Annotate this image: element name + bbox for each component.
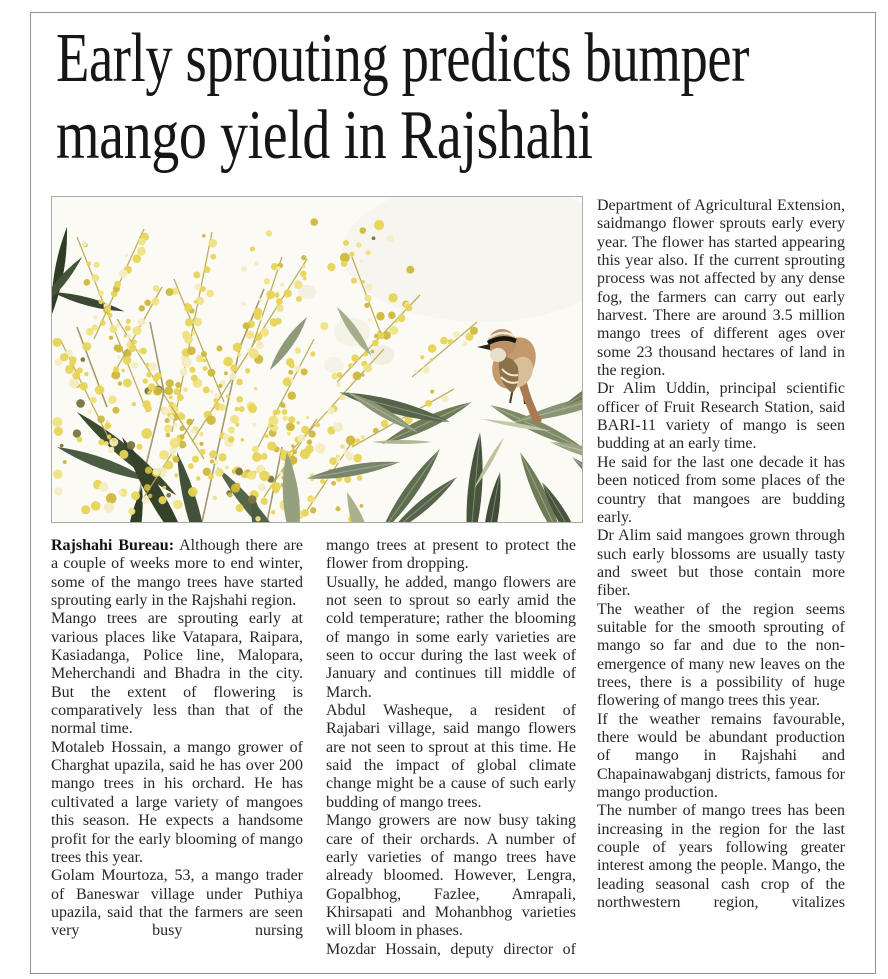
headline-line-2: mango yield in Rajshahi — [56, 97, 593, 174]
paragraph: Dr Alim said mangoes grown through such early blossoms are usually tasty and sweet but those contain more fiber. — [597, 527, 845, 600]
article-column-1 — [51, 537, 303, 941]
headline-line-1: Early sprouting predicts bumper — [56, 20, 749, 97]
paragraph: The weather of the region seems suitable for the smooth sprouting of mango so far and due to the non-emergence of many new leaves on the trees, there is a possibility of huge flowering of mango trees this year. — [597, 600, 845, 710]
article-headline — [56, 20, 888, 174]
paragraph: Mango growers are now busy taking care of their orchards. A number of early varieties of mango trees have already bloomed. However, Lengra, Gopalbhog, Fazlee, Amrapali, Khirsapati and Mohanbhog varieties will bloom in phases. — [326, 812, 576, 940]
article-photo-mango-blossoms — [51, 196, 583, 523]
paragraph: Motaleb Hossain, a mango grower of Charghat upazila, said he has over 200 mango trees in his orchard. He has cultivated a large variety of mangoes this season. He expects a handsome profit for the early blooming of mango trees this year. — [51, 738, 303, 866]
byline: Rajshahi Bureau: — [51, 537, 175, 554]
newspaper-clipping — [30, 12, 876, 974]
paragraph: If the weather remains favourable, there would be abundant production of mango in Rajshahi and Chapainawabganj districts, famous for mango production. — [597, 710, 845, 801]
paragraph: Mozdar Hossain, deputy director of — [326, 940, 576, 958]
paragraph: Usually, he added, mango flowers are not seen to sprout so early amid the cold temperature; rather the blooming of mango in some early varieties are seen to occur during the last week of January and continues till middle of March. — [326, 573, 576, 701]
mango-blossom-bird-illustration — [52, 197, 582, 522]
paragraph: Abdul Washeque, a resident of Rajabari village, said mango flowers are not seen to sprout at this time. He said the impact of global climate change might be a cause of such early budding of mango trees. — [326, 702, 576, 811]
paragraph: mango trees at present to protect the flower from dropping. — [326, 537, 576, 573]
paragraph-byline — [51, 537, 303, 610]
paragraph: Golam Mourtoza, 53, a mango trader of Baneswar village under Puthiya upazila, said that the farmers are seen very busy nursing — [51, 867, 303, 940]
paragraph: Dr Alim Uddin, principal scientific officer of Fruit Research Station, said BARI-11 variety of mango is seen budding at an early time. — [597, 380, 845, 453]
paragraph: Department of Agricultural Extension, saidmango flower sprouts early every year. The flower has started appearing this year also. If the current sprouting process was not affected by any dense fog, the farmers can carry out early harvest. There are around 3.5 million mango trees of different ages over some 23 thousand hectares of land in the region. — [597, 197, 845, 380]
article-column-3 — [597, 197, 845, 912]
paragraph-text: Although there are a couple of weeks more to end winter, some of the mango trees have started sprouting early in the Rajshahi region. — [51, 537, 304, 610]
paragraph: The number of mango trees has been increasing in the region for the last couple of years following greater interest among the people. Mango, the leading seasonal cash crop of the northwestern region, vitalizes — [597, 802, 845, 912]
paragraph: Mango trees are sprouting early at various places like Vatapara, Raipara, Kasiadanga, Police line, Malopara, Meherchandi and Bhadra in the city. But the extent of flowering is comparatively less than that of the normal time. — [51, 610, 303, 738]
paragraph: He said for the last one decade it has been noticed from some places of the country that mangoes are budding early. — [597, 453, 845, 526]
article-column-2 — [326, 537, 576, 959]
